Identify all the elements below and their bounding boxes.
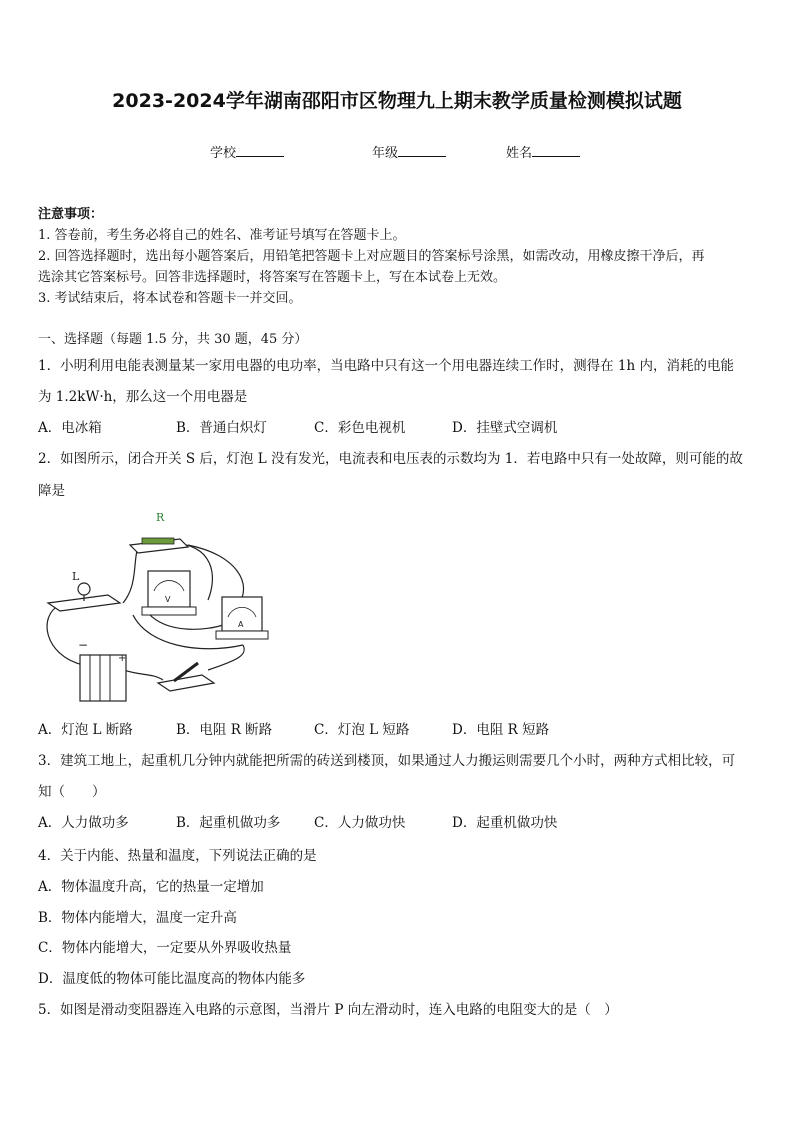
resistor	[130, 511, 188, 553]
grade-blank[interactable]	[398, 144, 446, 157]
q4-option-d[interactable]: D．温度低的物体可能比温度高的物体内能多	[38, 971, 306, 987]
voltmeter	[142, 571, 196, 615]
lamp-label: L	[72, 570, 80, 583]
circuit-figure	[38, 505, 278, 705]
q1-option-a[interactable]: A．电冰箱	[38, 420, 102, 436]
notice-item: 3. 考试结束后，将本试卷和答题卡一并交回。	[38, 291, 302, 306]
name-field[interactable]	[506, 142, 580, 161]
name-blank[interactable]	[532, 144, 580, 157]
q3-text: 知（ ）	[38, 784, 106, 800]
q3-text: 3．建筑工地上，起重机几分钟内就能把所需的砖送到楼顶，如果通过人力搬运则需要几个小时，两种方式相比较，可	[38, 753, 736, 769]
q4-option-b[interactable]: B．物体内能增大，温度一定升高	[38, 910, 237, 926]
notice-item: 选涂其它答案标号。回答非选择题时，将答案写在答题卡上，写在本试卷上无效。	[38, 270, 507, 285]
q3-option-c[interactable]: C．人力做功快	[314, 815, 406, 831]
q1-option-d[interactable]: D．挂壁式空调机	[452, 420, 558, 436]
q1-text: 为 1.2kW·h，那么这一个用电器是	[38, 389, 248, 405]
switch	[158, 663, 214, 691]
q1-text: 1．小明利用电能表测量某一家用电器的电功率，当电路中只有这一个用电器连续工作时，测得在 1h 内，消耗的电能	[38, 358, 734, 374]
q3-option-b[interactable]: B．起重机做功多	[176, 815, 281, 831]
school-field[interactable]	[210, 142, 284, 161]
q4-option-a[interactable]: A．物体温度升高，它的热量一定增加	[38, 879, 264, 895]
q3-option-a[interactable]: A．人力做功多	[38, 815, 129, 831]
battery	[78, 638, 126, 701]
q4-option-c[interactable]: C．物体内能增大，一定要从外界吸收热量	[38, 940, 292, 956]
section-heading: 一、选择题（每题 1.5 分，共 30 题，45 分）	[38, 332, 308, 347]
school-blank[interactable]	[236, 144, 284, 157]
q2-text: 2．如图所示，闭合开关 S 后，灯泡 L 没有发光，电流表和电压表的示数均为 1．若电路中只有一处故障，则可能的故	[38, 451, 743, 467]
voltmeter-label: V	[165, 595, 171, 604]
notice-heading: 注意事项：	[38, 207, 104, 222]
q2-option-a[interactable]: A．灯泡 L 断路	[38, 722, 133, 738]
q1-option-c[interactable]: C．彩色电视机	[314, 420, 406, 436]
notice-item: 1. 答卷前，考生务必将自己的姓名、准考证号填写在答题卡上。	[38, 228, 406, 243]
school-label: 学校	[210, 146, 237, 161]
q2-option-c[interactable]: C．灯泡 L 短路	[314, 722, 410, 738]
q2-option-d[interactable]: D．电阻 R 短路	[452, 722, 550, 738]
ammeter-label: A	[238, 620, 244, 629]
q4-text: 4．关于内能、热量和温度，下列说法正确的是	[38, 848, 317, 864]
q1-option-b[interactable]: B．普通白炽灯	[176, 420, 267, 436]
q3-option-d[interactable]: D．起重机做功快	[452, 815, 558, 831]
lamp	[48, 570, 120, 611]
grade-label: 年级	[372, 146, 399, 161]
notice-item: 2. 回答选择题时，选出每小题答案后，用铅笔把答题卡上对应题目的答案标号涂黑，如需改动，用橡皮擦干净后，再	[38, 249, 705, 264]
name-label: 姓名	[506, 146, 533, 161]
q2-option-b[interactable]: B．电阻 R 断路	[176, 722, 273, 738]
q5-text: 5．如图是滑动变阻器连入电路的示意图，当滑片 P 向左滑动时，连入电路的电阻变大的是（ ）	[38, 1002, 618, 1018]
grade-field[interactable]	[372, 142, 446, 161]
ammeter	[216, 597, 268, 639]
resistor-label: R	[156, 511, 165, 524]
battery-plus-label: +	[118, 653, 127, 664]
q2-text: 障是	[38, 483, 65, 499]
page-title: 2023-2024学年湖南邵阳市区物理九上期末教学质量检测模拟试题	[112, 90, 682, 112]
battery-minus-label: −	[78, 638, 89, 652]
